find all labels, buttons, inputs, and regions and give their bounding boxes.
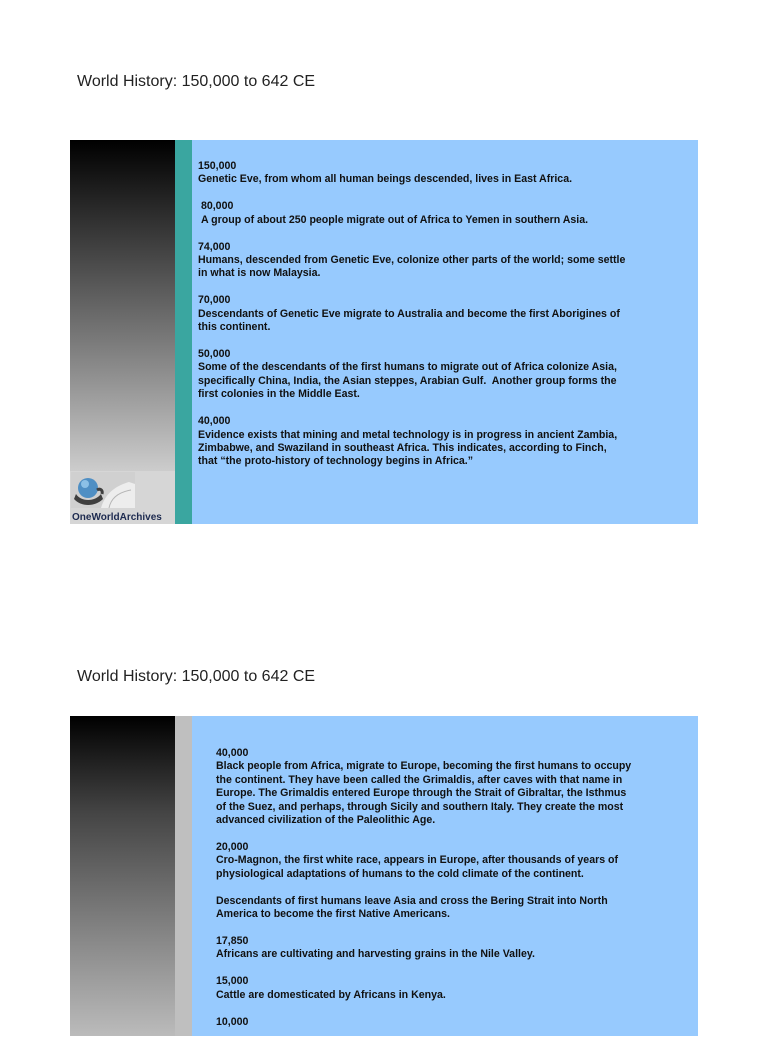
entry-date: 40,000 — [216, 747, 249, 759]
timeline-entry — [198, 241, 678, 281]
entry-text: that “the proto-history of technology begins in Africa.” — [198, 455, 474, 468]
entry-text: Evidence exists that mining and metal technology is in progress in ancient Zambia, — [198, 428, 618, 441]
timeline-entry — [198, 200, 678, 227]
timeline-entry — [198, 415, 678, 469]
entry-text: Humans, descended from Genetic Eve, colonize other parts of the world; some settle — [198, 254, 626, 267]
teal-divider — [175, 140, 192, 524]
entry-text: Descendants of Genetic Eve migrate to Australia and become the first Aborigines of — [198, 307, 620, 320]
timeline-entry — [216, 747, 676, 827]
entry-text: the continent. They have been called the Grimaldis, after caves with that name in — [216, 773, 623, 786]
gradient-sidebar — [70, 716, 175, 1036]
logo — [70, 471, 175, 524]
entry-text: this continent. — [198, 321, 271, 334]
timeline-entry — [216, 895, 676, 922]
entry-text: Europe. The Grimaldis entered Europe through the Strait of Gibraltar, the Isthmus — [216, 787, 627, 800]
timeline-entry — [216, 841, 676, 881]
entry-text: Some of the descendants of the first humans to migrate out of Africa colonize Asia, — [198, 361, 617, 374]
entry-date: 20,000 — [216, 840, 249, 853]
entry-text: first colonies in the Middle East. — [198, 388, 360, 401]
entry-date: 150,000 — [198, 160, 237, 172]
timeline-slide — [70, 140, 698, 524]
entry-text: Zimbabwe, and Swaziland in southeast Africa. This indicates, according to Finch, — [198, 442, 607, 454]
entry-date: 17,850 — [216, 934, 249, 947]
page-title: World History: 150,000 to 642 CE — [77, 73, 316, 90]
entry-text: Cro-Magnon, the first white race, appears in Europe, after thousands of years of — [216, 854, 619, 867]
timeline-entry — [198, 294, 678, 334]
entry-text: A group of about 250 people migrate out of Africa to Yemen in southern Asia. — [198, 213, 589, 226]
entry-date: 80,000 — [198, 200, 234, 213]
entry-date: 50,000 — [198, 348, 231, 361]
content-panel — [192, 716, 698, 1036]
entry-text: specifically China, India, the Asian steppes, Arabian Gulf. Another group forms the — [198, 374, 617, 387]
globe-hands-icon — [71, 472, 135, 508]
entry-text: of the Suez, and perhaps, through Sicily and southern Italy. They create the most — [216, 800, 624, 813]
gradient-sidebar — [70, 140, 175, 524]
entry-date: Descendants of first humans leave Asia and cross the Bering Strait into North — [216, 894, 608, 907]
timeline-entry — [216, 935, 676, 962]
entry-date: 74,000 — [198, 240, 231, 253]
grey-divider — [175, 716, 192, 1036]
entry-text: in what is now Malaysia. — [198, 267, 321, 280]
entry-text: Cattle are domesticated by Africans in Kenya. — [216, 988, 446, 1001]
content-panel — [192, 140, 698, 524]
entry-date: 70,000 — [198, 294, 231, 307]
entry-text: Africans are cultivating and harvesting grains in the Nile Valley. — [216, 948, 535, 961]
entry-date: 10,000 — [216, 1015, 249, 1028]
logo-caption: OneWorldArchives — [72, 512, 162, 523]
entry-date: 40,000 — [198, 415, 231, 428]
timeline-entry — [216, 975, 676, 1002]
entry-text: physiological adaptations of humans to the cold climate of the continent. — [216, 867, 584, 880]
timeline-entries — [198, 160, 678, 482]
timeline-entry — [216, 1016, 676, 1029]
entry-date: 15,000 — [216, 975, 249, 988]
timeline-entry — [198, 160, 678, 187]
entry-text: advanced civilization of the Paleolithic Age. — [216, 814, 436, 827]
timeline-entries — [216, 747, 676, 1043]
entry-text: America to become the first Native Americans. — [216, 908, 450, 921]
entry-text: Black people from Africa, migrate to Europe, becoming the first humans to occupy — [216, 760, 632, 773]
page-title: World History: 150,000 to 642 CE — [77, 668, 316, 685]
timeline-slide — [70, 716, 698, 1036]
entry-text: Genetic Eve, from whom all human beings descended, lives in East Africa. — [198, 173, 573, 186]
timeline-entry — [198, 348, 678, 402]
